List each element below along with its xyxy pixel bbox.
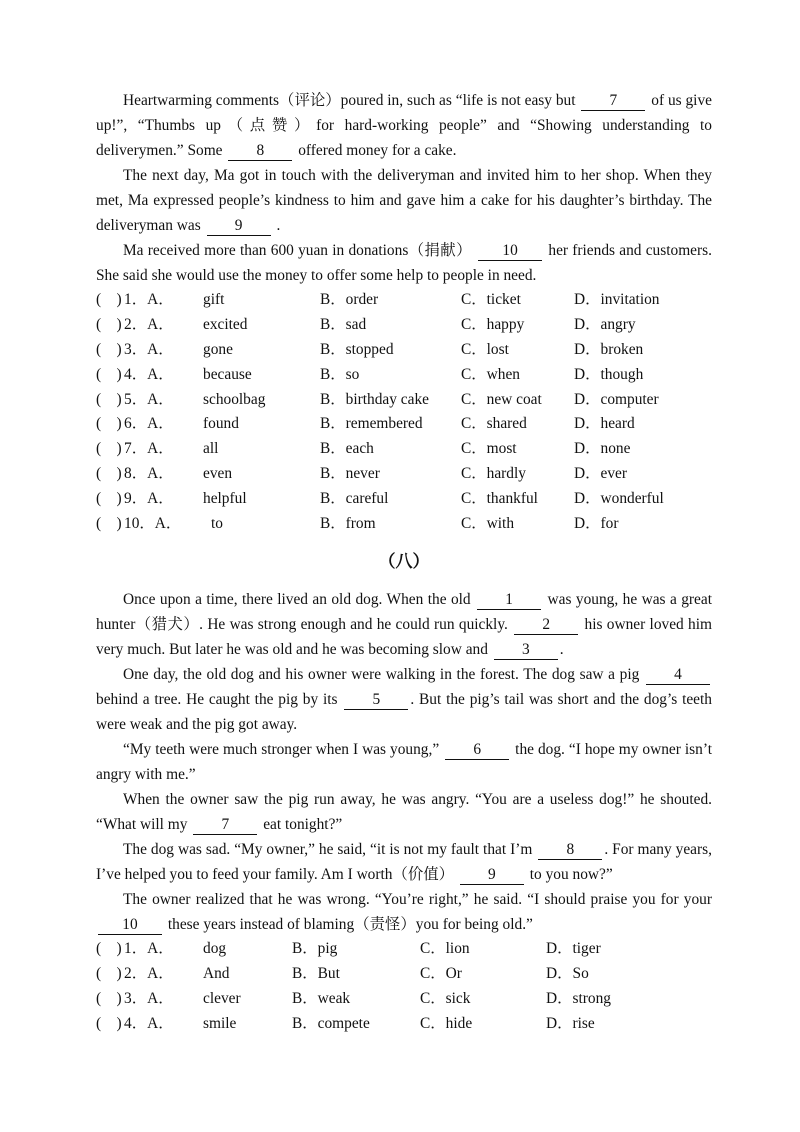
option-row [96,363,712,388]
text: the dog. “I hope my owner isn’t angry with me.” [96,740,712,783]
option-a-text: even [203,465,233,483]
option-b: B．pig [292,939,338,957]
option-c: C．hide [420,1014,473,1032]
text: . [276,217,281,234]
blank-9: 9 [207,217,271,236]
text: When the owner saw the pig run away, he was angry. “You are a useless dog!” he shouted. “What will my [96,790,712,833]
blank-10: 10 [98,916,162,935]
option-a-text: And [203,964,230,982]
answer-paren: ( ) [96,415,122,433]
option-a-text: found [203,415,239,433]
option-a-text: gone [203,340,233,358]
option-a: 9．A． [124,490,174,508]
option-d: D．broken [574,340,644,358]
option-c: C．new coat [461,390,542,408]
option-a-text: gift [203,291,225,308]
answer-paren: ( ) [96,340,122,358]
option-a-text: excited [203,315,248,333]
option-c: C．Or [420,964,462,982]
text: The dog was sad. “My owner,” he said, “it is not my fault that I’m [123,840,533,858]
option-c: C．shared [461,415,527,433]
text: of us give up!”, “Thumbs up（点赞）for hard-working people” and “Showing understanding to deliverymen.” Some [96,92,712,159]
option-row [96,437,712,462]
passage8-paragraph-3 [96,737,712,787]
option-row [96,962,712,987]
option-c: C．with [461,515,515,533]
option-a-text: helpful [203,490,247,508]
option-row [96,412,712,437]
answer-paren: ( ) [96,390,122,408]
blank-3: 3 [494,641,558,660]
option-a: 2．A． [124,964,174,982]
option-a: 7．A． [124,440,174,458]
passage8-paragraph-2 [96,662,712,737]
option-a: 4．A． [124,1014,174,1032]
answer-paren: ( ) [96,1014,122,1032]
option-a-text: dog [203,939,227,957]
text: offered money for a cake. [298,142,457,159]
blank-7: 7 [193,816,257,835]
document-page [96,88,712,1036]
option-b: B．so [320,365,360,383]
option-d: D．for [574,515,619,533]
blank-8: 8 [538,841,602,860]
text: her friends and customers. She said she would use the money to offer some help to people in need. [96,242,712,284]
passage7-paragraph-3 [96,238,712,288]
option-b: B．never [320,465,380,483]
option-b: B．order [320,291,379,308]
option-a-text: smile [203,1014,237,1032]
text: behind a tree. He caught the pig by its [96,690,338,708]
text: his owner loved him very much. But later he was old and he was becoming slow and [96,615,712,658]
option-c: C．thankful [461,490,538,508]
option-row [96,313,712,338]
text: . [559,640,564,658]
answer-paren: ( ) [96,964,122,982]
answer-paren: ( ) [96,315,122,333]
option-d: D．angry [574,315,636,333]
passage8-options [96,937,712,1037]
text: One day, the old dog and his owner were walking in the forest. The dog saw a pig [123,665,640,683]
blank-5: 5 [344,691,408,710]
option-a: 1．A． [124,291,174,308]
option-a: 4．A． [124,365,174,383]
text: was young, he was a great hunter（猎犬）. He was strong enough and he could run quickly. [96,590,712,633]
option-b: B．each [320,440,374,458]
blank-6: 6 [445,741,509,760]
text: . For many years, I’ve helped you to feed your family. Am I worth（价值） [96,840,712,883]
option-c: C．happy [461,315,525,333]
text: “My teeth were much stronger when I was young,” [123,740,440,758]
text: Ma received more than 600 yuan in donations（捐献） [123,242,472,259]
option-d: D．heard [574,415,635,433]
option-row [96,462,712,487]
passage8-paragraph-5 [96,837,712,887]
option-c: C．most [461,440,517,458]
option-a: 5．A． [124,390,174,408]
option-d: D．strong [546,989,611,1007]
passage7-paragraph-2 [96,163,712,238]
option-d: D．computer [574,390,659,408]
option-row [96,1012,712,1037]
option-d: D．rise [546,1014,595,1032]
option-a: 1．A． [124,939,174,957]
option-row [96,338,712,363]
answer-paren: ( ) [96,989,122,1007]
option-b: B．stopped [320,340,394,358]
option-a-text: to [211,515,223,533]
text: Heartwarming comments（评论）poured in, such as “life is not easy but [123,92,576,109]
answer-paren: ( ) [96,365,122,383]
blank-8: 8 [228,142,292,161]
option-row [96,288,712,313]
blank-10: 10 [478,242,542,261]
text: The next day, Ma got in touch with the deliveryman and invited him to her shop. When they met, Ma expressed people’s kindness to him and gave him a cake for his daughter’s birthday. The deliveryman was [96,167,712,234]
text: Once upon a time, there lived an old dog. When the old [123,590,471,608]
option-d: D．though [574,365,644,383]
blank-9: 9 [460,866,524,885]
option-b: B．careful [320,490,389,508]
text: eat tonight?” [263,815,343,833]
option-a: 2．A． [124,315,174,333]
option-row [96,937,712,962]
option-c: C．lion [420,939,470,957]
answer-paren: ( ) [96,515,122,533]
option-a: 8．A． [124,465,174,483]
option-a-text: clever [203,989,241,1007]
option-b: B．But [292,964,340,982]
blank-2: 2 [514,616,578,635]
option-c: C．ticket [461,291,521,308]
option-a: 6．A． [124,415,174,433]
option-row [96,512,712,537]
option-row [96,987,712,1012]
option-d: D．ever [574,465,627,483]
option-c: C．sick [420,989,471,1007]
section-heading: （八） [378,551,430,572]
answer-paren: ( ) [96,490,122,508]
option-a-text: schoolbag [203,390,266,408]
option-d: D．tiger [546,939,601,957]
text: . But the pig’s tail was short and the dog’s teeth were weak and the pig got away. [96,690,712,733]
answer-paren: ( ) [96,465,122,483]
option-a: 3．A． [124,340,174,358]
passage7-paragraph-1 [96,88,712,163]
option-a-text: because [203,365,252,383]
passage8-paragraph-4 [96,787,712,837]
option-d: D．none [574,440,631,458]
option-b: B．birthday cake [320,390,429,408]
option-a: 10．A． [124,515,182,533]
text: these years instead of blaming（责怪）you for being old.” [167,915,533,933]
option-d: D．wonderful [574,490,664,508]
text: to you now?” [529,865,613,883]
option-b: B．from [320,515,376,533]
passage8-paragraph-1 [96,587,712,662]
option-d: D．invitation [574,291,660,308]
option-row [96,388,712,413]
option-b: B．compete [292,1014,370,1032]
option-a: 3．A． [124,989,174,1007]
blank-4: 4 [646,666,710,685]
answer-paren: ( ) [96,939,122,957]
option-row [96,487,712,512]
option-d: D．So [546,964,589,982]
blank-7: 7 [581,92,645,111]
passage8-paragraph-6 [96,887,712,937]
option-c: C．lost [461,340,509,358]
option-c: C．when [461,365,520,383]
answer-paren: ( ) [96,440,122,458]
blank-1: 1 [477,591,541,610]
option-b: B．sad [320,315,367,333]
answer-paren: ( ) [96,291,122,308]
passage7-options [96,288,712,537]
option-b: B．weak [292,989,351,1007]
text: The owner realized that he was wrong. “You’re right,” he said. “I should praise you for your [123,890,712,908]
option-b: B．remembered [320,415,423,433]
option-c: C．hardly [461,465,526,483]
option-a-text: all [203,440,219,458]
